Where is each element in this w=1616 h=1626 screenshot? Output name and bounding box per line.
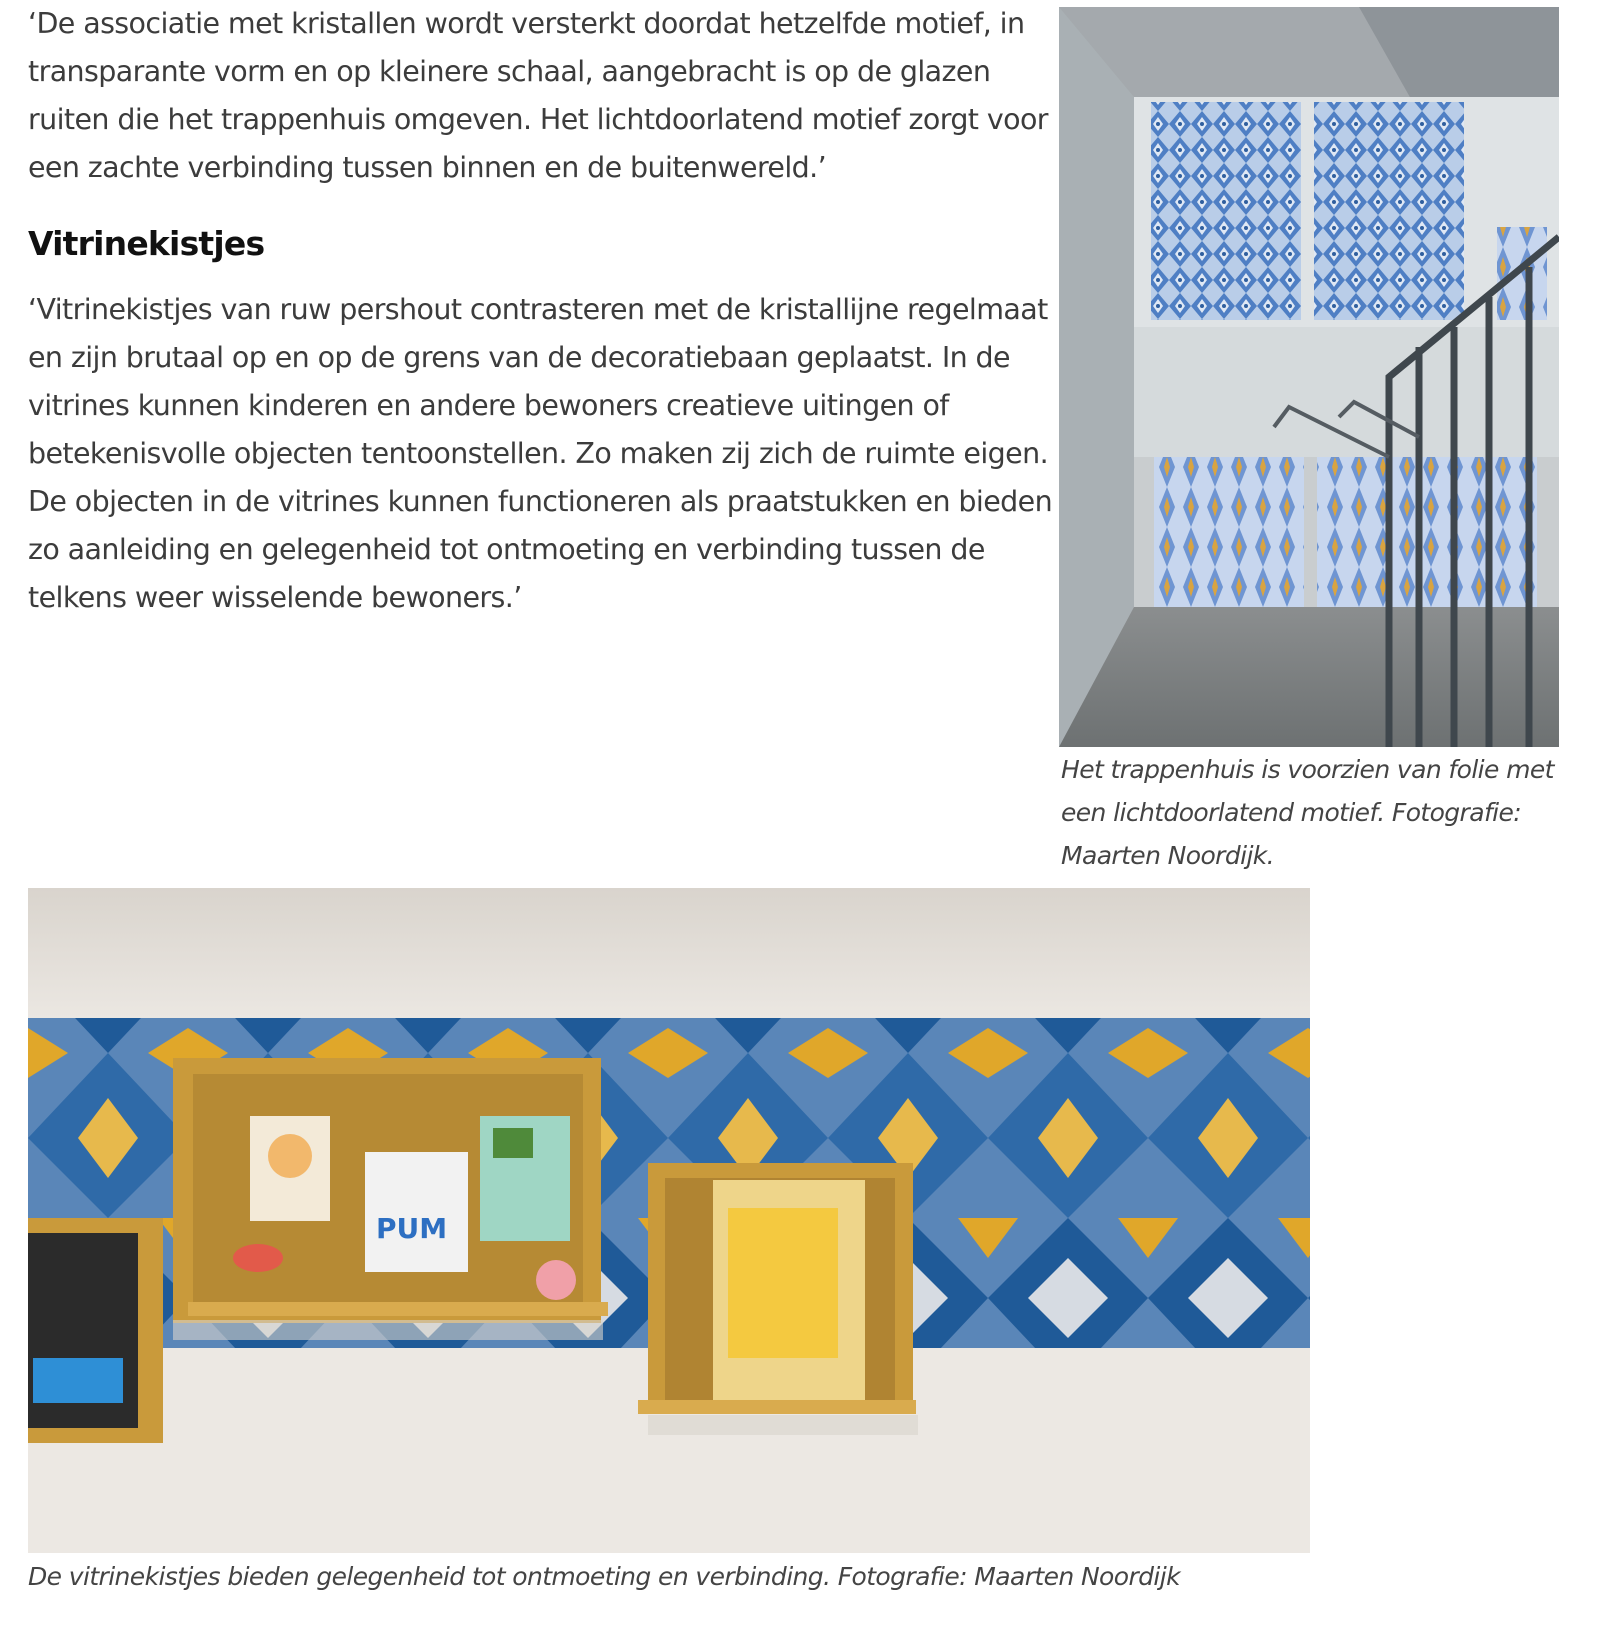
- intro-paragraph: ‘De associatie met kristallen wordt versterkt doordat hetzelfde motief, in transparante vorm en op kleinere schaal, aangebracht is op de glazen ruiten die het trappenhuis omgeven. Het lichtdoorlatend motief zorgt voor een zachte verbinding tussen binnen en de buitenwereld.’: [28, 7, 1048, 184]
- display-boxes-figure: [28, 888, 1310, 1553]
- drawing-text: PUM: [376, 1212, 448, 1245]
- section-paragraph: ‘Vitrinekistjes van ruw pershout contrasteren met de kristallijne regelmaat en zijn brutaal op en op de grens van de decoratiebaan geplaatst. In de vitrines kunnen kinderen en andere bewoners creatieve uitingen of betekenisvolle objecten tentoonstellen. Zo maken zij zich de ruimte eigen. De objecten in de vitrines kunnen functioneren als praatstukken en bieden zo aanleiding en gelegenheid tot ontmoeting en verbinding tussen de telkens weer wisselende bewoners.’: [28, 293, 1053, 614]
- stairwell-photo: [1059, 7, 1559, 747]
- display-box-left: [28, 1218, 163, 1443]
- display-box-middle: [173, 1058, 608, 1323]
- stairwell-figure: [1059, 7, 1559, 747]
- display-boxes-photo: [28, 888, 1310, 1553]
- section-heading: Vitrinekistjes: [28, 224, 265, 263]
- display-box-right: [638, 1163, 916, 1414]
- display-boxes-caption: De vitrinekistjes bieden gelegenheid tot ontmoeting en verbinding. Fotografie: Maarten Noordijk: [28, 1562, 1180, 1591]
- stairwell-caption: Het trappenhuis is voorzien van folie met een lichtdoorlatend motief. Fotografie: Maarten Noordijk.: [1061, 755, 1554, 870]
